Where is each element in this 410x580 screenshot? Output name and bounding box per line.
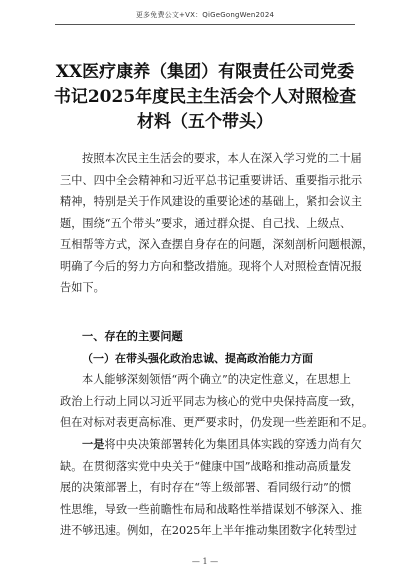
intro-line: 按照本次民主生活会的要求，本人在深入学习党的二十届: [82, 152, 362, 165]
point-first-text: 将中央决策部署转化为集团具体实践的穿透力尚有欠: [104, 438, 362, 451]
title-line-2: 书记2025年度民主生活会个人对照检查: [53, 87, 357, 107]
point-lead: 一是: [82, 437, 105, 451]
title-line-1: XX医疗康养（集团）有限责任公司党委: [55, 62, 355, 82]
intro-paragraph: [60, 148, 374, 299]
title-line-3: 材料（五个带头）: [137, 112, 273, 132]
intro-line: 三中、四中全会精神和习近平总书记重要讲话、重要指示批示: [60, 173, 363, 187]
paragraph-line: 进不够迅速。例如，在2025年上半年推动集团数字化转型过: [60, 524, 357, 537]
paragraph-line: 展的决策部署上，有时存在“等上级部署、看同级行动”的惯: [60, 481, 352, 494]
intro-line: 精神，特别是关于作风建设的重要论述的基础上，紧扣会议主: [60, 195, 363, 208]
subsection-heading: （一）在带头强化政治忠诚、提高政治能力方面: [82, 352, 313, 365]
intro-line: 明确了今后的努力方向和整改措施。现将个人对照检查情况报: [60, 259, 363, 273]
paragraph-line: 性思维，导致一些前瞻性布局和战略性举措谋划不够深入、推: [60, 502, 363, 516]
paragraph-line: 本人能够深刻领悟“两个确立”的决定性意义，在思想上: [82, 373, 351, 386]
paragraph-point-one: [60, 434, 363, 542]
paragraph-political-loyalty: [60, 369, 374, 434]
header-note: 更多免费公文+VX：QiGeGongWen2024: [135, 11, 275, 19]
header-divider: [55, 24, 355, 25]
page-number: — 1 —: [191, 557, 219, 566]
document-title: [40, 60, 370, 135]
paragraph-line: 政治上行动上同以习近平同志为核心的党中央保持高度一致，: [60, 394, 363, 408]
intro-line: 互相帮等方式，深入查摆自身存在的问题，深刻剖析问题根源，: [60, 238, 374, 251]
section-heading: 一、存在的主要问题: [82, 330, 183, 343]
intro-line: 题，围绕“五个带头”要求，通过群众提、自己找、上级点、: [60, 216, 352, 230]
paragraph-line-first: [60, 434, 362, 456]
paragraph-line: 但在对标对表更高标准、更严要求时，仍发现一些差距和不足。: [60, 416, 374, 429]
paragraph-line: 缺。在贯彻落实党中央关于“健康中国”战略和推动高质量发: [60, 459, 352, 473]
intro-line: 告如下。: [60, 281, 105, 294]
